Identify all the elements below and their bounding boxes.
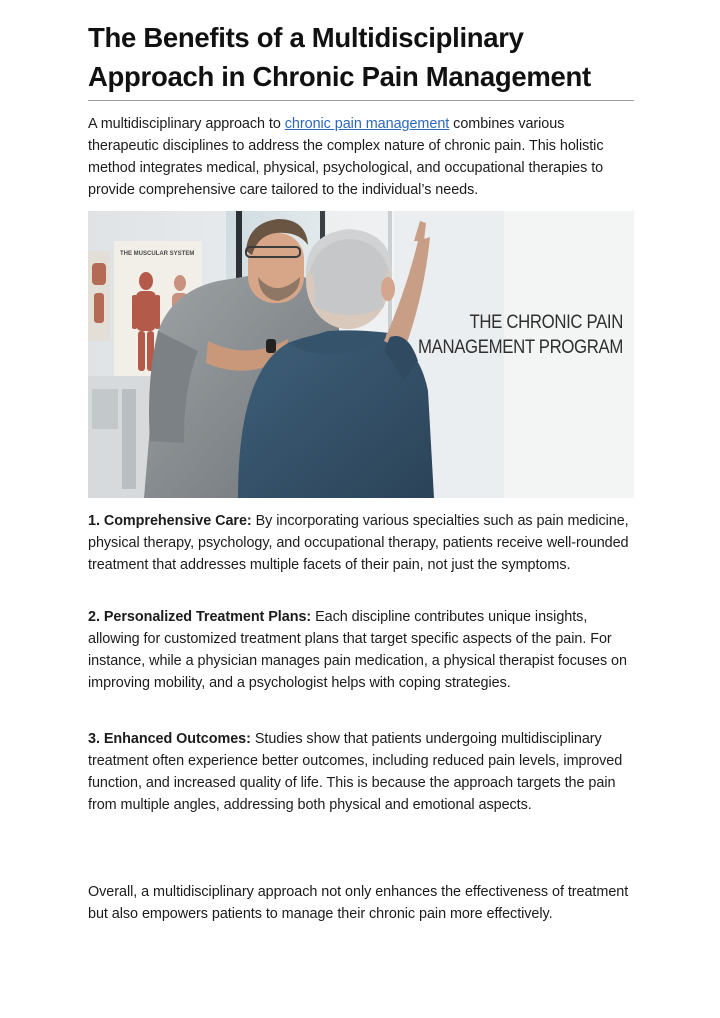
article [88,18,634,922]
intro-text-before-link: A multidisciplinary approach to [88,116,285,132]
poster-text: THE MUSCULAR SYSTEM [120,251,195,257]
intro-text-after-link: combines various therapeutic disciplines to address the complex nature of chronic pain. This holistic method integrates medical, physical, psychological, and occupational therapies to provide comprehensive care tailored to the individual’s needs. [88,116,604,198]
point-3-heading: 3. Enhanced Outcomes: [88,731,251,747]
point-comprehensive-care [88,510,634,576]
intro-paragraph [88,113,634,201]
title-line-1: The Benefits of a Multidisciplinary [88,22,524,53]
title-divider [88,100,634,101]
point-2-body: Each discipline contributes unique insights, allowing for customized treatment plans that target specific aspects of the pain. For instance, while a physician manages pain medication, a physical therapist focuses on improving mobility, and a psychologist helps with coping strategies. [88,609,627,691]
hero-caption [417,310,623,360]
point-enhanced-outcomes [88,728,634,816]
title-line-2: Approach in Chronic Pain Management [88,61,591,92]
point-1-body: By incorporating various specialties such as pain medicine, physical therapy, psychology, and occupational therapy, patients receive well-rounded treatment that addresses multiple facets of their pain, not just the symptoms. [88,513,629,573]
hero-caption-line-1: THE CHRONIC PAIN [469,311,623,333]
hero-caption-line-2: MANAGEMENT PROGRAM [417,336,623,358]
chronic-pain-management-link[interactable]: chronic pain management [284,116,450,132]
article-title [88,18,634,96]
point-1-heading: 1. Comprehensive Care: [88,513,252,529]
point-2-heading: 2. Personalized Treatment Plans: [88,609,312,625]
point-3-body: Studies show that patients undergoing multidisciplinary treatment often experience better outcomes, including reduced pain levels, improved function, and increased quality of life. This is because the approach targets the pain from multiple angles, addressing both physical and emotional aspects. [88,731,623,813]
conclusion-paragraph: Overall, a multidisciplinary approach not only enhances the effectiveness of treatment but also empowers patients to manage their chronic pain more effectively. [88,884,629,922]
point-personalized-treatment-plans [88,606,634,694]
hero-image [88,211,634,498]
